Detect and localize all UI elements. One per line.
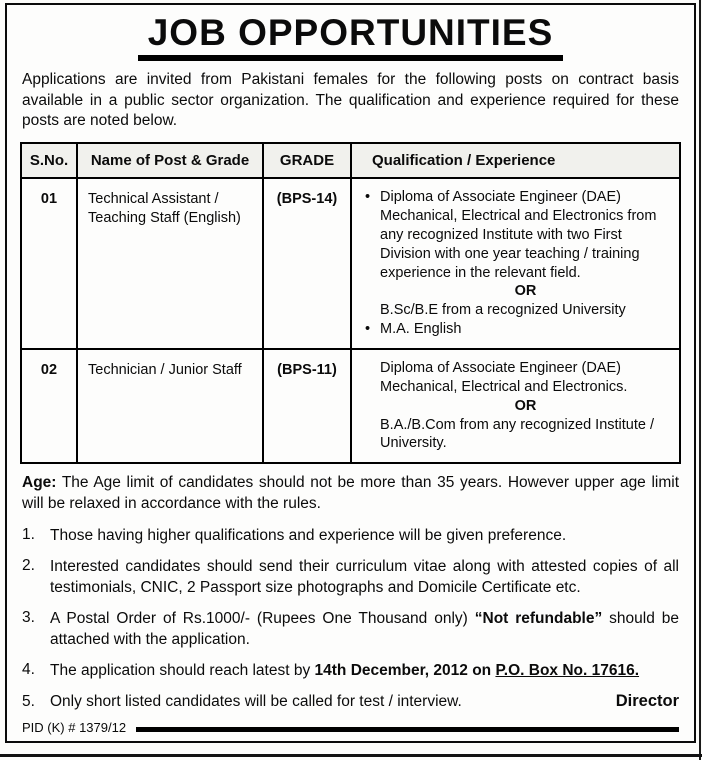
cell-grade: (BPS-14) <box>263 178 351 349</box>
or-separator: OR <box>514 397 537 414</box>
condition-text-post: should be attached with the application. <box>50 610 679 648</box>
condition-number: 1. <box>22 525 35 543</box>
condition-item <box>22 661 679 681</box>
condition-item <box>22 557 679 598</box>
condition-text: Interested candidates should send their curriculum vitae along with attested copies of all testimonials, CNIC, 2 Passport size photographs and Domicile Certificate etc. <box>50 558 679 596</box>
qualification-line <box>364 188 671 282</box>
condition-text-pre: The application should reach latest by <box>50 662 315 680</box>
age-label: Age: <box>22 474 57 492</box>
condition-number: 2. <box>22 557 35 575</box>
table-row <box>21 349 680 463</box>
cell-sno: 01 <box>21 178 77 349</box>
table-row <box>21 178 680 349</box>
cell-grade: (BPS-11) <box>263 349 351 463</box>
condition-number: 3. <box>22 609 35 627</box>
qualification-line: B.Sc/B.E from a recognized University <box>380 302 626 319</box>
cell-qualification <box>351 178 680 349</box>
column-rule-right <box>699 0 701 760</box>
qualification-line <box>364 320 671 339</box>
qualification-line: B.A./B.Com from any recognized Institute / University. <box>380 416 655 452</box>
pid-bar <box>136 727 679 732</box>
condition-text: Those having higher qualifications and experience will be given preference. <box>50 526 567 544</box>
cell-sno: 02 <box>21 349 77 463</box>
condition-text-bold-underline: P.O. Box No. 17616. <box>495 662 640 680</box>
bullet-icon: • <box>365 189 371 206</box>
qualification-line: Diploma of Associate Engineer (DAE) Mechanical, Electrical and Electronics. <box>380 360 628 395</box>
job-advertisement <box>5 3 696 743</box>
condition-text-pre: A Postal Order of Rs.1000/- (Rupees One Thousand only) <box>50 610 475 628</box>
condition-item <box>22 609 679 650</box>
condition-item <box>22 692 679 712</box>
condition-number: 4. <box>22 661 35 679</box>
cell-post: Technician / Junior Staff <box>77 349 263 463</box>
condition-text <box>50 661 679 681</box>
age-text: The Age limit of candidates should not be more than 35 years. However upper age limit will be relaxed in accordance with the rules. <box>22 474 679 512</box>
qualification-text: M.A. English <box>380 321 462 338</box>
condition-text-bold: “Not refundable” <box>474 610 603 628</box>
title-wrap <box>20 13 681 61</box>
conditions-list <box>20 526 681 717</box>
posts-table <box>20 142 681 464</box>
intro-paragraph: Applications are invited from Pakistani females for the following posts on contract basis available in a public sector organization. The qualification and experience required for these posts are noted below. <box>22 70 679 130</box>
or-separator: OR <box>514 283 537 300</box>
cell-post: Technical Assistant / Teaching Staff (English) <box>77 178 263 349</box>
col-header-sno: S.No. <box>21 143 77 178</box>
pid-number: PID (K) # 1379/12 <box>22 720 127 735</box>
bullet-icon: • <box>365 321 371 338</box>
condition-text: Only short listed candidates will be called for test / interview. <box>50 693 462 711</box>
age-note <box>22 473 679 515</box>
pid-row <box>20 720 681 737</box>
column-rule-bottom <box>0 754 702 757</box>
condition-number: 5. <box>22 693 35 711</box>
condition-text-bold: 14th December, 2012 on <box>314 662 496 680</box>
director-signature: Director <box>615 692 679 711</box>
cell-qualification <box>351 349 680 463</box>
col-header-post: Name of Post & Grade <box>77 143 263 178</box>
qualification-text: Diploma of Associate Engineer (DAE) Mechanical, Electrical and Electronics from any recognized Institute with two First Division with one year teaching / training experience in the relevant field. <box>380 189 657 281</box>
table-header-row <box>21 143 680 178</box>
col-header-grade: GRADE <box>263 143 351 178</box>
ad-title: JOB OPPORTUNITIES <box>138 13 564 61</box>
col-header-qualification: Qualification / Experience <box>351 143 680 178</box>
condition-item <box>22 526 679 546</box>
condition-text <box>50 609 679 650</box>
